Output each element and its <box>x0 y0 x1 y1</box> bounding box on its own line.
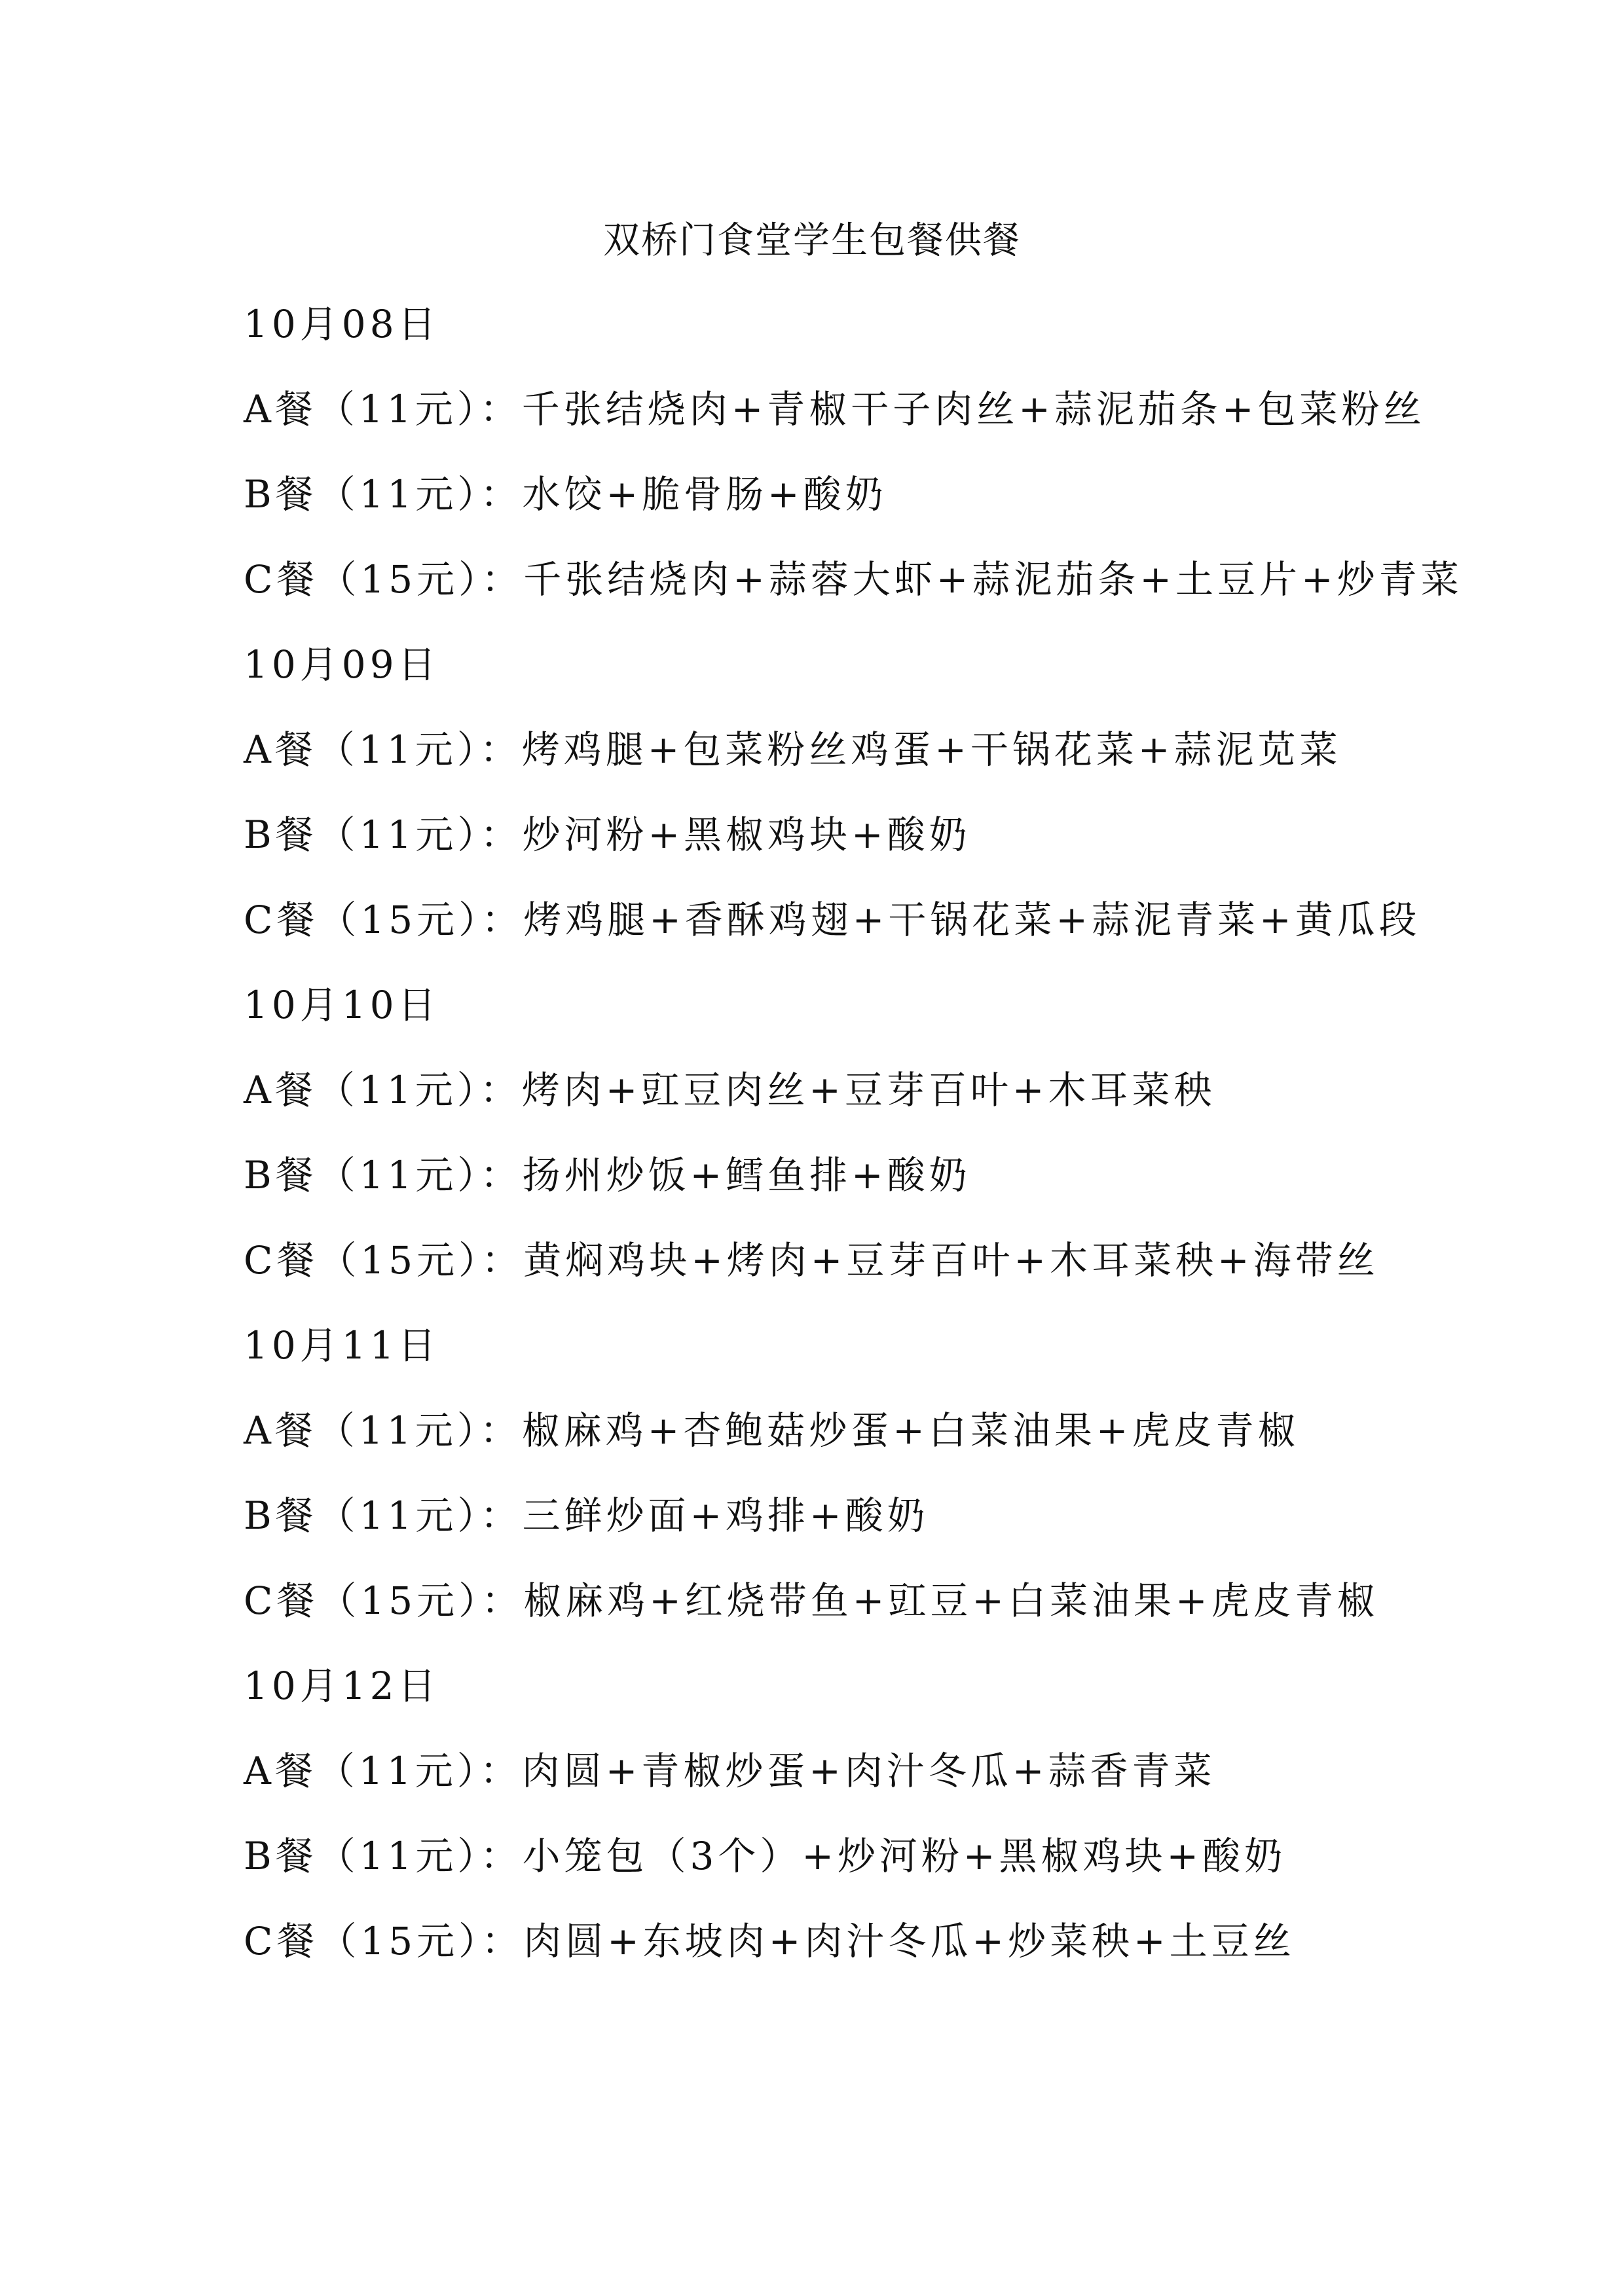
date-heading: 10月12日 <box>244 1664 440 1708</box>
meal-line <box>244 1908 1455 1994</box>
meal-dishes: 椒麻鸡+杏鲍菇炒蛋+白菜油果+虎皮青椒 <box>521 1408 1300 1453</box>
meal-line <box>244 1398 1455 1483</box>
page-title: 双桥门食堂学生包餐供餐 <box>603 219 1021 262</box>
meal-label: C餐（15元）： <box>244 898 524 942</box>
meal-label: A餐（11元）： <box>244 1408 522 1453</box>
meal-dishes: 扬州炒饭+鳕鱼排+酸奶 <box>522 1153 971 1197</box>
meal-line <box>244 547 1463 632</box>
meal-label: A餐（11元）： <box>244 727 522 772</box>
meal-dishes: 椒麻鸡+红烧带鱼+豇豆+白菜油果+虎皮青椒 <box>523 1578 1379 1623</box>
date-heading: 10月11日 <box>244 1323 440 1368</box>
meal-label: B餐（11元）： <box>244 472 523 517</box>
meal-dishes: 千张结烧肉+蒜蓉大虾+蒜泥茄条+土豆片+炒青菜 <box>523 557 1463 602</box>
meal-dishes: 炒河粉+黑椒鸡块+酸奶 <box>522 812 971 857</box>
meal-dishes: 烤鸡腿+包菜粉丝鸡蛋+干锅花菜+蒜泥苋菜 <box>521 727 1342 772</box>
meal-line <box>244 1823 1455 1908</box>
meal-dishes: 黄焖鸡块+烤肉+豆芽百叶+木耳菜秧+海带丝 <box>523 1238 1379 1283</box>
meal-dishes: 烤肉+豇豆肉丝+豆芽百叶+木耳菜秧 <box>521 1068 1216 1112</box>
meal-line <box>244 1228 1455 1313</box>
meal-label: B餐（11元）： <box>244 812 523 857</box>
meal-label: C餐（15元）： <box>244 557 524 602</box>
meal-line <box>244 376 1455 462</box>
meal-line <box>244 1483 1455 1568</box>
meal-dishes: 肉圆+东坡肉+肉汁冬瓜+炒菜秧+土豆丝 <box>523 1919 1295 1963</box>
meal-label: A餐（11元）： <box>244 1068 522 1112</box>
date-heading: 10月10日 <box>244 983 440 1027</box>
date-heading: 10月08日 <box>244 302 440 346</box>
meal-label: B餐（11元）： <box>244 1834 523 1878</box>
meal-line <box>244 1568 1455 1653</box>
meal-label: C餐（15元）： <box>244 1238 524 1283</box>
meal-dishes: 千张结烧肉+青椒干子肉丝+蒜泥茄条+包菜粉丝 <box>521 387 1426 431</box>
meal-label: C餐（15元）： <box>244 1578 524 1623</box>
date-heading: 10月09日 <box>244 642 440 687</box>
meal-line <box>244 887 1455 972</box>
menu-content <box>244 291 1463 1994</box>
meal-line <box>244 802 1455 887</box>
meal-line <box>244 1057 1455 1142</box>
meal-dishes: 三鲜炒面+鸡排+酸奶 <box>522 1493 929 1538</box>
meal-label: C餐（15元）： <box>244 1919 524 1963</box>
meal-label: B餐（11元）： <box>244 1493 523 1538</box>
meal-label: B餐（11元）： <box>244 1153 523 1197</box>
meal-label: A餐（11元）： <box>244 387 522 431</box>
meal-line <box>244 1738 1455 1823</box>
meal-dishes: 水饺+脆骨肠+酸奶 <box>522 472 887 517</box>
meal-dishes: 小笼包（3个）+炒河粉+黑椒鸡块+酸奶 <box>522 1834 1287 1878</box>
meal-line <box>244 1142 1455 1228</box>
meal-line <box>244 717 1455 802</box>
meal-dishes: 肉圆+青椒炒蛋+肉汁冬瓜+蒜香青菜 <box>521 1749 1216 1793</box>
meal-line <box>244 462 1455 547</box>
meal-label: A餐（11元）： <box>244 1749 522 1793</box>
meal-dishes: 烤鸡腿+香酥鸡翅+干锅花菜+蒜泥青菜+黄瓜段 <box>523 898 1421 942</box>
